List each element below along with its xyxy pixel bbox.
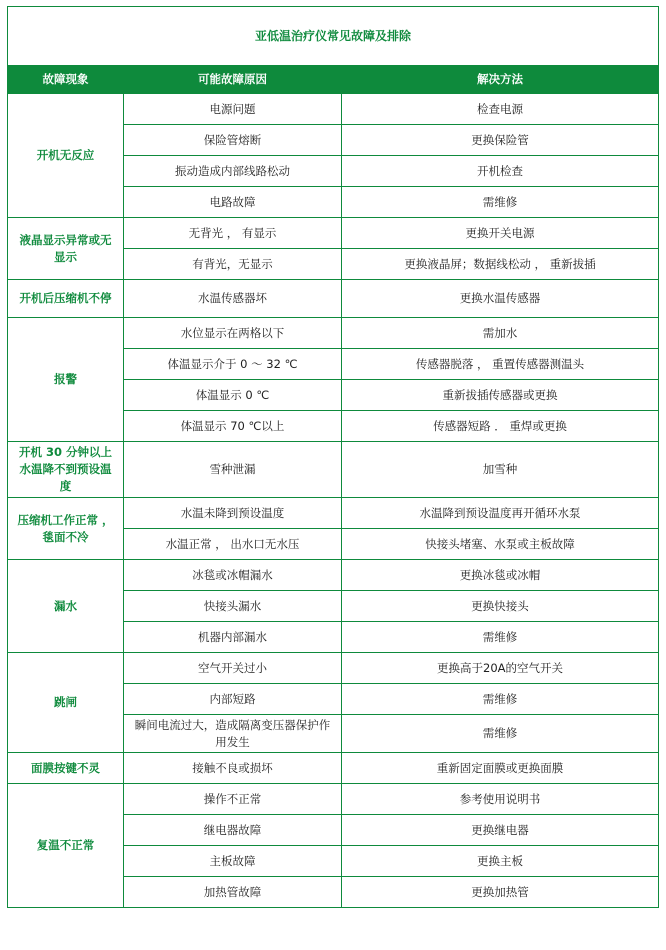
table-row bbox=[8, 560, 659, 591]
solution-cell: 开机检查 bbox=[342, 156, 659, 187]
solution-cell: 更换快接头 bbox=[342, 591, 659, 622]
solution-cell: 快接头堵塞、水泵或主板故障 bbox=[342, 529, 659, 560]
table-row bbox=[8, 218, 659, 249]
table-row bbox=[8, 498, 659, 529]
symptom-cell: 开机后压缩机不停 bbox=[8, 280, 124, 318]
cause-cell: 继电器故障 bbox=[124, 815, 342, 846]
solution-cell: 加雪种 bbox=[342, 442, 659, 498]
header-symptom: 故障现象 bbox=[8, 66, 124, 94]
symptom-cell: 压缩机工作正常 ， 毯面不冷 bbox=[8, 498, 124, 560]
symptom-cell: 漏水 bbox=[8, 560, 124, 653]
cause-cell: 雪种泄漏 bbox=[124, 442, 342, 498]
solution-cell: 需维修 bbox=[342, 684, 659, 715]
cause-cell: 操作不正常 bbox=[124, 784, 342, 815]
solution-cell: 传感器短路 ． 重焊或更换 bbox=[342, 411, 659, 442]
solution-cell: 参考使用说明书 bbox=[342, 784, 659, 815]
cause-cell: 振动造成内部线路松动 bbox=[124, 156, 342, 187]
table-row bbox=[8, 280, 659, 318]
cause-cell: 瞬间电流过大，造成隔离变压器保护作用发生 bbox=[124, 715, 342, 753]
header-row bbox=[8, 66, 659, 94]
cause-cell: 快接头漏水 bbox=[124, 591, 342, 622]
table-row bbox=[8, 653, 659, 684]
table-row bbox=[8, 753, 659, 784]
title-row bbox=[8, 7, 659, 66]
header-cause: 可能故障原因 bbox=[124, 66, 342, 94]
solution-cell: 需维修 bbox=[342, 622, 659, 653]
symptom-cell: 跳闸 bbox=[8, 653, 124, 753]
cause-cell: 水温正常 ， 出水口无水压 bbox=[124, 529, 342, 560]
solution-cell: 更换主板 bbox=[342, 846, 659, 877]
cause-cell: 冰毯或冰帽漏水 bbox=[124, 560, 342, 591]
cause-cell: 体温显示介于 0 ～ 32 ℃ bbox=[124, 349, 342, 380]
solution-cell: 更换保险管 bbox=[342, 125, 659, 156]
symptom-cell: 报警 bbox=[8, 318, 124, 442]
cause-cell: 体温显示 0 ℃ bbox=[124, 380, 342, 411]
cause-cell: 接触不良或损坏 bbox=[124, 753, 342, 784]
cause-cell: 电路故障 bbox=[124, 187, 342, 218]
solution-cell: 传感器脱落 ， 重置传感器测温头 bbox=[342, 349, 659, 380]
cause-cell: 水位显示在两格以下 bbox=[124, 318, 342, 349]
solution-cell: 需维修 bbox=[342, 715, 659, 753]
cause-cell: 无背光 ， 有显示 bbox=[124, 218, 342, 249]
solution-cell: 需加水 bbox=[342, 318, 659, 349]
solution-cell: 更换冰毯或冰帽 bbox=[342, 560, 659, 591]
symptom-cell: 液晶显示异常或无显示 bbox=[8, 218, 124, 280]
symptom-cell: 复温不正常 bbox=[8, 784, 124, 908]
table-row bbox=[8, 442, 659, 498]
table-title: 亚低温治疗仪常见故障及排除 bbox=[8, 7, 659, 66]
solution-cell: 检查电源 bbox=[342, 94, 659, 125]
cause-cell: 水温传感器坏 bbox=[124, 280, 342, 318]
solution-cell: 更换继电器 bbox=[342, 815, 659, 846]
cause-cell: 有背光，无显示 bbox=[124, 249, 342, 280]
solution-cell: 更换液晶屏；数据线松动 ， 重新拔插 bbox=[342, 249, 659, 280]
symptom-cell: 面膜按键不灵 bbox=[8, 753, 124, 784]
cause-cell: 空气开关过小 bbox=[124, 653, 342, 684]
cause-cell: 主板故障 bbox=[124, 846, 342, 877]
solution-cell: 更换加热管 bbox=[342, 877, 659, 908]
fault-table-container bbox=[7, 6, 658, 908]
solution-cell: 需维修 bbox=[342, 187, 659, 218]
table-row bbox=[8, 94, 659, 125]
solution-cell: 重新拔插传感器或更换 bbox=[342, 380, 659, 411]
symptom-cell: 开机无反应 bbox=[8, 94, 124, 218]
cause-cell: 机器内部漏水 bbox=[124, 622, 342, 653]
cause-cell: 保险管熔断 bbox=[124, 125, 342, 156]
cause-cell: 内部短路 bbox=[124, 684, 342, 715]
table-row bbox=[8, 784, 659, 815]
solution-cell: 更换高于20A的空气开关 bbox=[342, 653, 659, 684]
solution-cell: 更换开关电源 bbox=[342, 218, 659, 249]
cause-cell: 水温未降到预设温度 bbox=[124, 498, 342, 529]
fault-table bbox=[7, 6, 659, 908]
header-solution: 解决方法 bbox=[342, 66, 659, 94]
table-row bbox=[8, 318, 659, 349]
solution-cell: 更换水温传感器 bbox=[342, 280, 659, 318]
cause-cell: 加热管故障 bbox=[124, 877, 342, 908]
solution-cell: 重新固定面膜或更换面膜 bbox=[342, 753, 659, 784]
symptom-cell: 开机 30 分钟以上水温降不到预设温度 bbox=[8, 442, 124, 498]
cause-cell: 电源问题 bbox=[124, 94, 342, 125]
solution-cell: 水温降到预设温度再开循环水泵 bbox=[342, 498, 659, 529]
cause-cell: 体温显示 70 ℃以上 bbox=[124, 411, 342, 442]
